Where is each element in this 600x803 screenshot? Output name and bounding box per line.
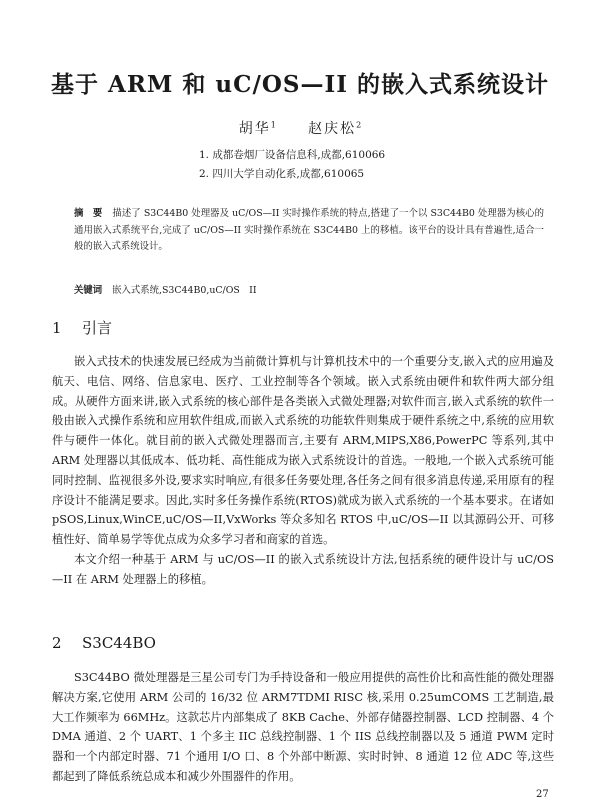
paper-title: 基于 ARM 和 uC/OS—II 的嵌入式系统设计 <box>50 71 550 98</box>
author-name: 胡华 <box>238 121 271 137</box>
paragraph: 嵌入式技术的快速发展已经成为当前微计算机与计算机技术中的一个重要分支,嵌入式的应用遍及航天、电信、网络、信息家电、医疗、工业控制等各个领域。嵌入式系统由硬件和软件两大部分组成。从硬件方面来讲,嵌入式系统的核心部件是各类嵌入式微处理器;对软件而言,嵌入式系统的软件一般由嵌入式操作系统和应用软件组成,而嵌入式系统的功能软件则集成于硬件系统之中,系统的应用软件与硬件一体化。就目前的嵌入式微处理器而言,主要有 ARM,MIPS,X86,PowerPC 等系列,其中 ARM 处理器以其低成本、低功耗、高性能成为嵌入式系统设计的首选。一般地,一个嵌入式系统可能同时控制、监视很多外设,要求实时响应,有很多任务要处理,各任务之间有很多消息传递,采用原有的程序设计不能满足要求。因此,实时多任务操作系统(RTOS)就成为嵌入式系统的一个基本要求。在诸如 pSOS,Linux,WinCE,uC/OS—II,VxWorks 等众多知名 RTOS 中,uC/OS—II 以其源码公开、可移植性好、简单易学等优点成为众多学习者和商家的首选。 <box>52 355 554 547</box>
author-mark: 1 <box>270 120 276 130</box>
abstract <box>74 206 544 256</box>
affiliation-1: 1. 成都卷烟厂设备信息科,成都,610066 <box>199 149 386 161</box>
keywords-label: 关键词 <box>74 285 103 296</box>
paragraph: S3C44BO 微处理器是三星公司专门为手持设备和一般应用提供的高性价比和高性能的微处理器解决方案,它使用 ARM 公司的 16/32 位 ARM7TDMI RISC 核,采用 0.25umCOMS 工艺制造,最大工作频率为 66MHz。这款芯片内部集成了 8KB Cache、外部存储器控制器、LCD 控制器、4 个 DMA 通道、2 个 UART、1 个多主 IIC 总线控制器、1 个 IIS 总线控制器以及 5 通道 PWM 定时器和一个内部定时器、71 个通用 I/O 口、8 个外部中断源、实时时钟、8 通道 12 位 ADC 等,这些都起到了降低系统总成本和减少外围器件的作用。 <box>52 671 554 783</box>
section-heading <box>52 317 112 338</box>
section-number: 2 <box>52 634 62 652</box>
abstract-label: 摘 要 <box>74 208 103 219</box>
author-mark: 2 <box>356 120 362 130</box>
author-line <box>0 118 600 138</box>
section-body <box>52 668 554 787</box>
section-body <box>52 352 554 590</box>
keywords-text: 嵌入式系统,S3C44B0,uC/OS II <box>112 285 257 296</box>
page-number: 27 <box>536 789 549 800</box>
paragraph: 本文介绍一种基于 ARM 与 uC/OS—II 的嵌入式系统设计方法,包括系统的硬件设计与 uC/OS—II 在 ARM 处理器上的移植。 <box>52 552 554 586</box>
abstract-text: 描述了 S3C44B0 处理器及 uC/OS—II 实时操作系统的特点,搭建了一个以 S3C44B0 处理器为核心的通用嵌入式系统平台,完成了 uC/OS—II 实时操作系统在 S3C44B0 上的移植。该平台的设计具有普遍性,适合一般的嵌入式系统设计。 <box>74 208 544 252</box>
affiliation-2: 2. 四川大学自动化系,成都,610065 <box>199 168 365 180</box>
section-heading <box>52 634 156 652</box>
section-title: 引言 <box>82 319 113 337</box>
section-number: 1 <box>52 319 62 337</box>
author-name: 赵庆松 <box>308 121 357 137</box>
section-title: S3C44BO <box>82 634 156 652</box>
keywords <box>74 282 544 296</box>
